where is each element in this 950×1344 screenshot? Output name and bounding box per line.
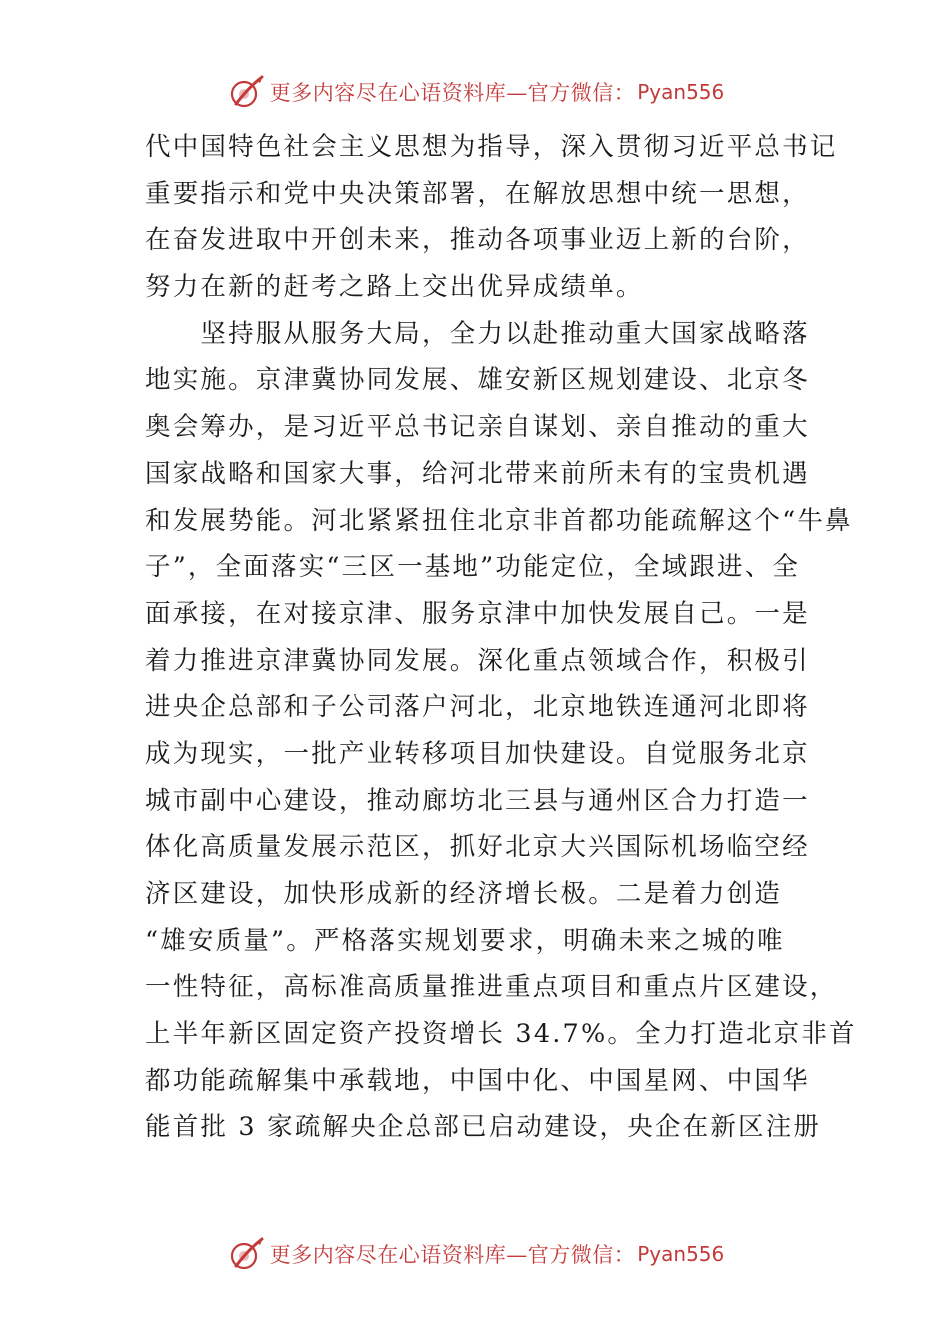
text-line: 坚持服从服务大局，全力以赴推动重大国家战略落 bbox=[145, 318, 810, 349]
text-line: 成为现实，一批产业转移项目加快建设。自觉服务北京 bbox=[145, 738, 810, 769]
text-line: 进央企总部和子公司落户河北，北京地铁连通河北即将 bbox=[145, 692, 810, 723]
text-line: 上半年新区固定资产投资增长 34.7%。全力打造北京非首 bbox=[145, 1019, 857, 1050]
document-body bbox=[145, 124, 857, 1151]
text-line: 都功能疏解集中承载地，中国中化、中国星网、中国华 bbox=[145, 1065, 810, 1096]
header-wechat-id: Pyan556 bbox=[637, 80, 725, 104]
header-banner bbox=[0, 70, 950, 114]
text-line: 地实施。京津冀协同发展、雄安新区规划建设、北京冬 bbox=[145, 365, 810, 396]
header-text: 更多内容尽在心语资料库—官方微信： bbox=[269, 81, 636, 105]
footer-text: 更多内容尽在心语资料库—官方微信： bbox=[269, 1243, 636, 1267]
footer-banner bbox=[0, 1232, 950, 1276]
text-line: 着力推进京津冀协同发展。深化重点领域合作，积极引 bbox=[145, 645, 810, 676]
text-line: 能首批 3 家疏解央企总部已启动建设，央企在新区注册 bbox=[145, 1112, 822, 1143]
text-line: 重要指示和党中央决策部署，在解放思想中统一思想， bbox=[145, 178, 810, 209]
brush-logo-icon bbox=[226, 74, 266, 110]
text-line: 城市副中心建设，推动廊坊北三县与通州区合力打造一 bbox=[145, 785, 810, 816]
text-line: 体化高质量发展示范区，抓好北京大兴国际机场临空经 bbox=[145, 832, 810, 863]
text-line: 济区建设，加快形成新的经济增长极。二是着力创造 bbox=[145, 879, 783, 909]
text-line: 和发展势能。河北紧紧扭住北京非首都功能疏解这个“牛鼻 bbox=[145, 505, 853, 536]
footer-wechat-id: Pyan556 bbox=[637, 1242, 725, 1266]
brush-logo-icon bbox=[226, 1236, 266, 1272]
text-line: 面承接，在对接京津、服务京津中加快发展自己。一是 bbox=[145, 598, 810, 629]
text-line: 努力在新的赶考之路上交出优异成绩单。 bbox=[145, 272, 644, 303]
text-line: 子”，全面落实“三区一基地”功能定位，全域跟进、全 bbox=[145, 552, 801, 583]
text-line: 国家战略和国家大事，给河北带来前所未有的宝贵机遇 bbox=[145, 458, 810, 489]
text-line: 代中国特色社会主义思想为指导，深入贯彻习近平总书记 bbox=[145, 132, 838, 162]
text-line: 奥会筹办，是习近平总书记亲自谋划、亲自推动的重大 bbox=[145, 412, 810, 443]
text-line: 一性特征，高标准高质量推进重点项目和重点片区建设， bbox=[145, 972, 838, 1003]
text-line: 在奋发进取中开创未来，推动各项事业迈上新的台阶， bbox=[145, 225, 810, 256]
text-line: “雄安质量”。严格落实规划要求，明确未来之城的唯 bbox=[145, 925, 785, 956]
